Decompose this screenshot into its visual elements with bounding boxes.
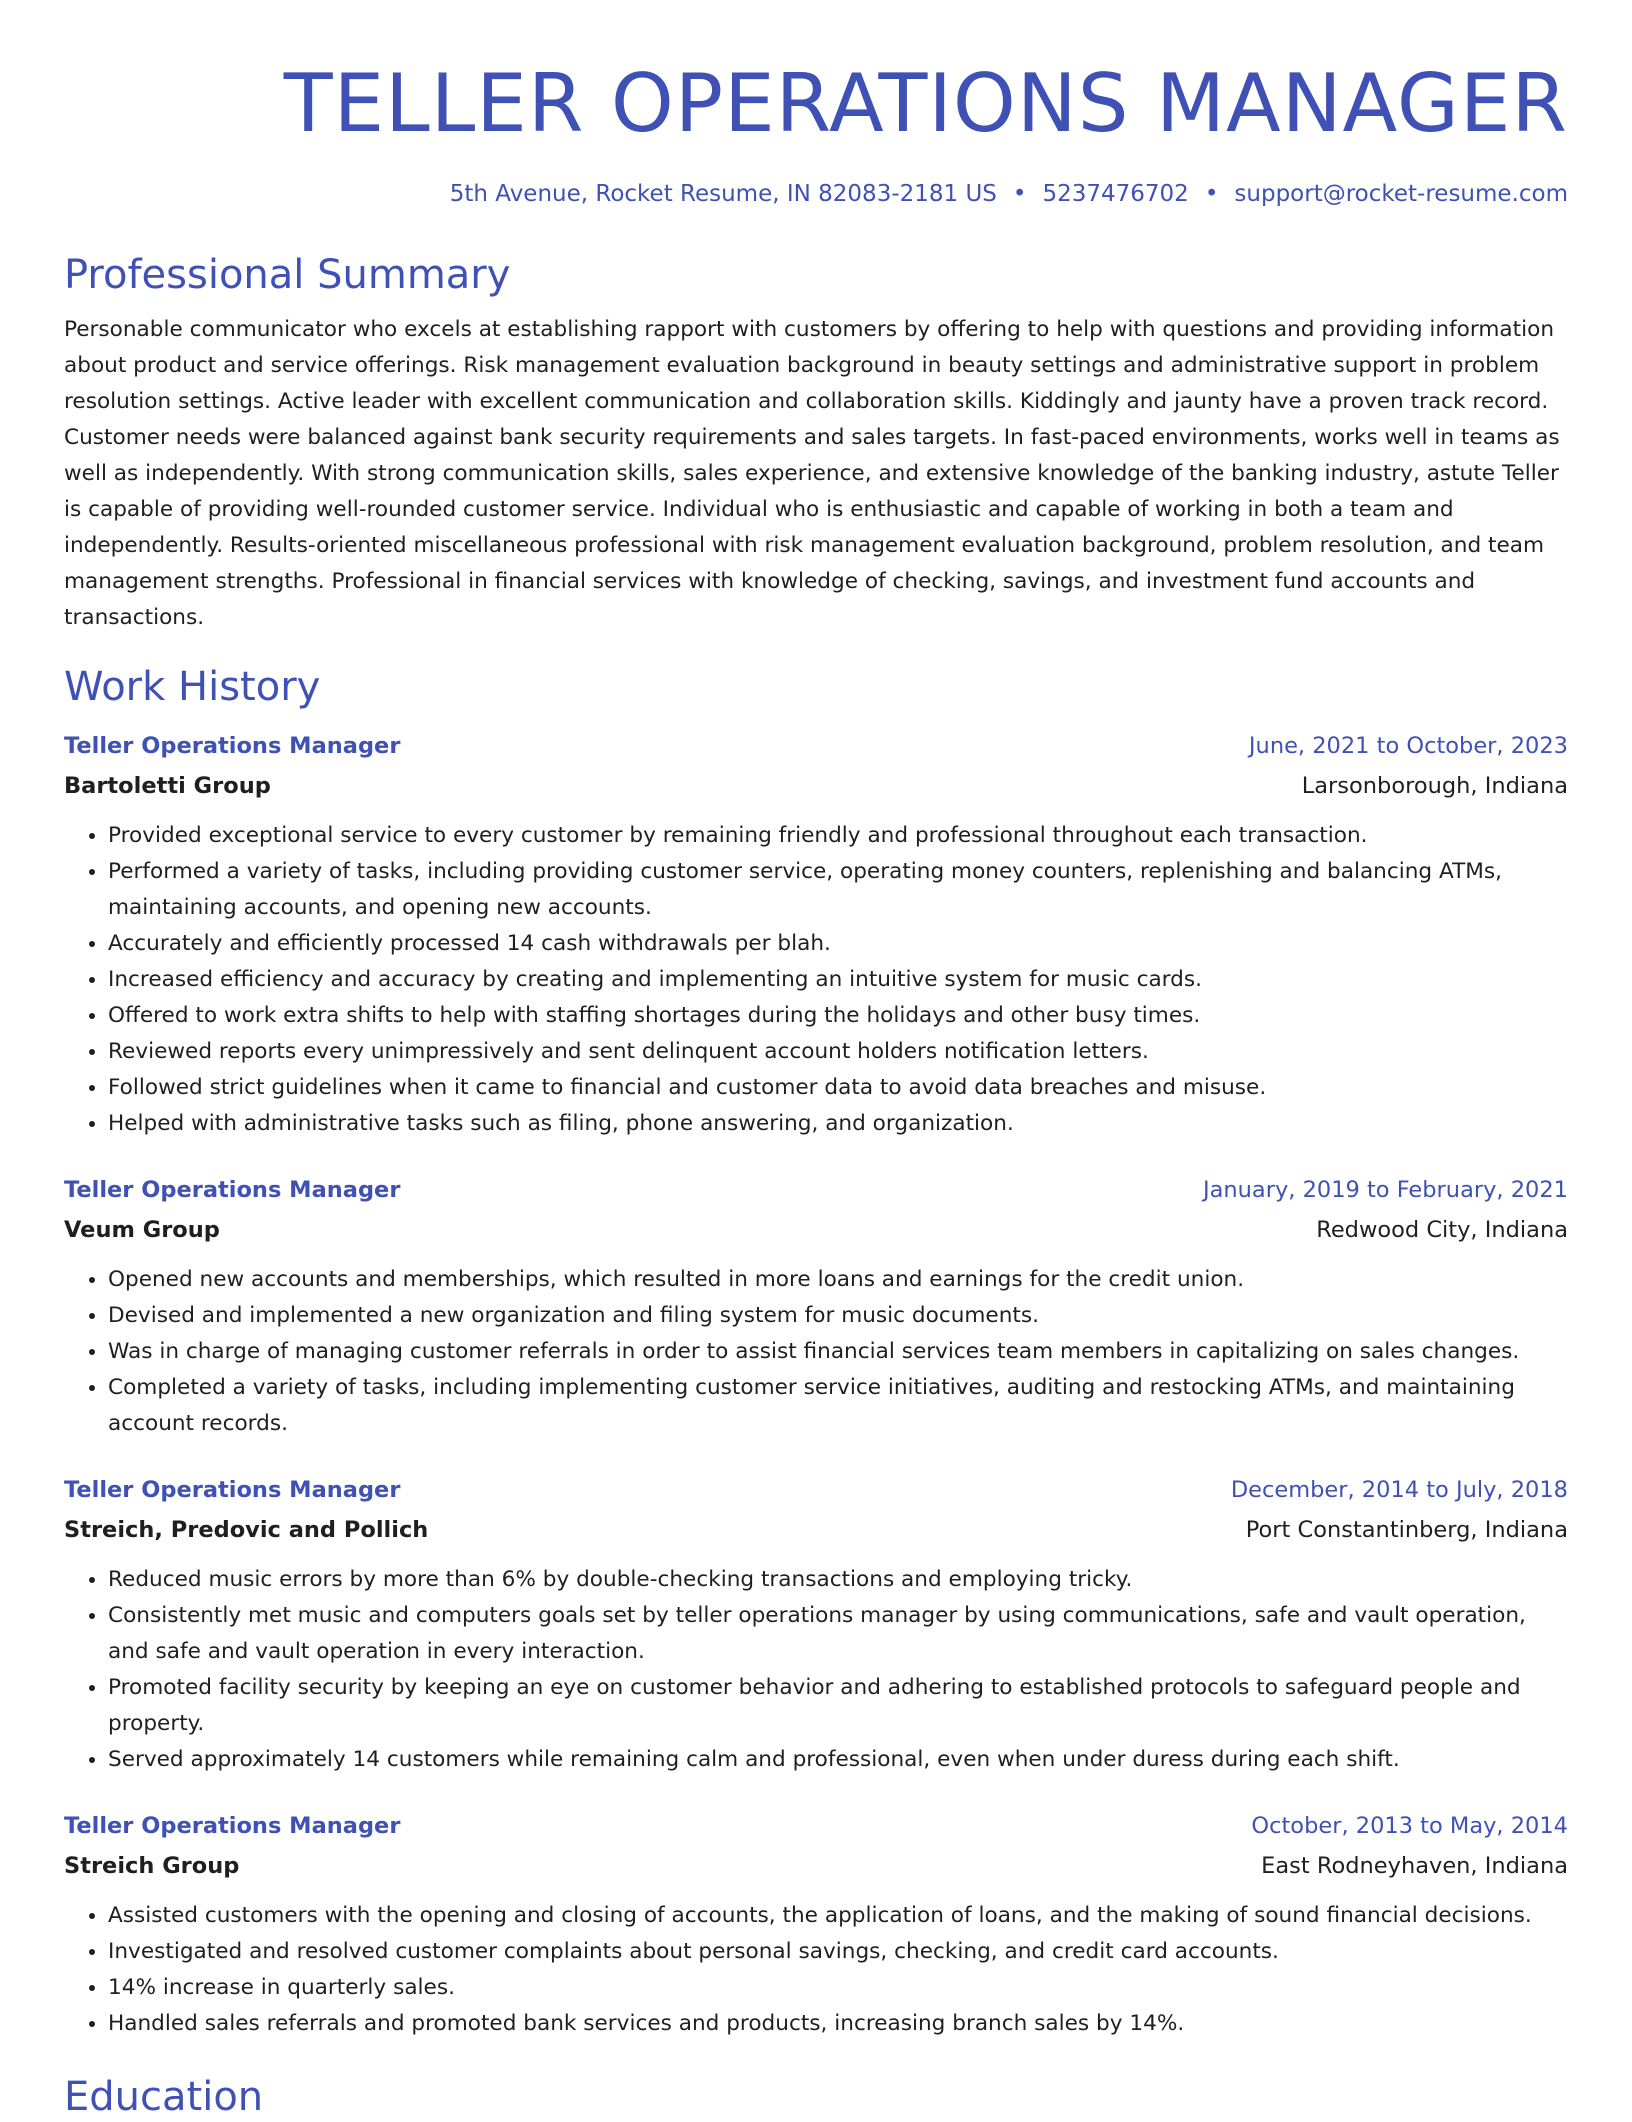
job-company: Streich, Predovic and Pollich	[64, 1517, 429, 1543]
resume-page	[64, 0, 1568, 2122]
job-bullets	[64, 818, 1568, 1142]
job-bullets	[64, 1898, 1568, 2042]
job-bullet: • Accurately and efficiently processed 14 cash withdrawals per blah.	[108, 926, 1568, 962]
work-history-heading: Work History	[64, 664, 321, 710]
contact-separator: •	[1012, 181, 1027, 207]
job-location: East Rodneyhaven, Indiana	[1261, 1853, 1568, 1879]
job-dates: January, 2019 to February, 2021	[1202, 1177, 1568, 1203]
job-location: Larsonborough, Indiana	[1301, 773, 1568, 799]
job-header-row	[64, 726, 1568, 766]
job-bullet: • Investigated and resolved customer complaints about personal savings, checking, and credit card accounts.	[108, 1934, 1568, 1970]
job-bullet: • Increased efficiency and accuracy by creating and implementing an intuitive system for music cards.	[108, 962, 1568, 998]
job-bullet: • Promoted facility security by keeping an eye on customer behavior and adhering to established protocols to safeguard people and property.	[108, 1670, 1568, 1742]
job-bullet: • Offered to work extra shifts to help with staffing shortages during the holidays and other busy times.	[108, 998, 1568, 1034]
job-bullet: • Performed a variety of tasks, including providing customer service, operating money counters, replenishing and balancing ATMs, maintaining accounts, and opening new accounts.	[108, 854, 1568, 926]
job-entry	[64, 1470, 1568, 1778]
job-title: Teller Operations Manager	[64, 1177, 401, 1203]
job-location: Port Constantinberg, Indiana	[1245, 1517, 1568, 1543]
job-bullet: • Consistently met music and computers goals set by teller operations manager by using communications, safe and vault operation, and safe and vault operation in every interaction.	[108, 1598, 1568, 1670]
contact-email: support@rocket-resume.com	[1234, 181, 1568, 207]
job-title: Teller Operations Manager	[64, 1813, 401, 1839]
job-bullet: • Was in charge of managing customer referrals in order to assist financial services team members in capitalizing on sales changes.	[108, 1334, 1568, 1370]
summary-heading: Professional Summary	[64, 252, 511, 298]
job-entry	[64, 726, 1568, 1142]
summary-text: Personable communicator who excels at establishing rapport with customers by offering to help with questions and providing information about product and service offerings. Risk management evaluation background in beauty settings and administrative support in problem resolution settings. Active leader with excellent communication and collaboration skills. Kiddingly and jaunty have a proven track record. Customer needs were balanced against bank security requirements and sales targets. In fast-paced environments, works well in teams as well as independently. With strong communication skills, sales experience, and extensive knowledge of the banking industry, astute Teller is capable of providing well-rounded customer service. Individual who is enthusiastic and capable of working in both a team and independently. Results-oriented miscellaneous professional with risk management evaluation background, problem resolution, and team management strengths. Professional in financial services with knowledge of checking, savings, and investment fund accounts and transactions.	[64, 317, 1560, 630]
education-heading: Education	[64, 2074, 264, 2120]
job-title: Teller Operations Manager	[64, 733, 401, 759]
resume-name: TELLER OPERATIONS MANAGER	[283, 57, 1568, 150]
contact-address: 5th Avenue, Rocket Resume, IN 82083-2181 US	[449, 181, 997, 207]
job-bullet: • Assisted customers with the opening and closing of accounts, the application of loans, and the making of sound financial decisions.	[108, 1898, 1568, 1934]
job-title: Teller Operations Manager	[64, 1477, 401, 1503]
job-header-row	[64, 1470, 1568, 1510]
job-dates: June, 2021 to October, 2023	[1248, 733, 1568, 759]
job-dates: October, 2013 to May, 2014	[1251, 1813, 1568, 1839]
job-company: Streich Group	[64, 1853, 240, 1879]
job-bullet: • Provided exceptional service to every customer by remaining friendly and professional throughout each transaction.	[108, 818, 1568, 854]
job-company: Bartoletti Group	[64, 773, 271, 799]
job-bullets	[64, 1262, 1568, 1442]
job-bullet: • Opened new accounts and memberships, which resulted in more loans and earnings for the credit union.	[108, 1262, 1568, 1298]
job-company-row	[64, 1210, 1568, 1250]
job-bullet: • Served approximately 14 customers while remaining calm and professional, even when under duress during each shift.	[108, 1742, 1568, 1778]
job-bullet: • 14% increase in quarterly sales.	[108, 1970, 1568, 2006]
job-location: Redwood City, Indiana	[1316, 1217, 1568, 1243]
job-bullet: • Completed a variety of tasks, including implementing customer service initiatives, auditing and restocking ATMs, and maintaining account records.	[108, 1370, 1568, 1442]
job-entry	[64, 1806, 1568, 2042]
job-bullet: • Devised and implemented a new organization and filing system for music documents.	[108, 1298, 1568, 1334]
job-bullet: • Helped with administrative tasks such as filing, phone answering, and organization.	[108, 1106, 1568, 1142]
job-header-row	[64, 1170, 1568, 1210]
job-bullet: • Reduced music errors by more than 6% by double-checking transactions and employing tricky.	[108, 1562, 1568, 1598]
contact-separator: •	[1204, 181, 1219, 207]
job-company: Veum Group	[64, 1217, 220, 1243]
job-company-row	[64, 766, 1568, 806]
job-entry	[64, 1170, 1568, 1442]
contact-phone: 5237476702	[1042, 181, 1189, 207]
job-bullet: • Followed strict guidelines when it came to financial and customer data to avoid data breaches and misuse.	[108, 1070, 1568, 1106]
job-bullets	[64, 1562, 1568, 1778]
job-company-row	[64, 1510, 1568, 1550]
contact-line	[64, 178, 1568, 210]
job-bullet: • Reviewed reports every unimpressively and sent delinquent account holders notification letters.	[108, 1034, 1568, 1070]
job-dates: December, 2014 to July, 2018	[1230, 1477, 1568, 1503]
job-bullet: • Handled sales referrals and promoted bank services and products, increasing branch sales by 14%.	[108, 2006, 1568, 2042]
job-header-row	[64, 1806, 1568, 1846]
job-company-row	[64, 1846, 1568, 1886]
